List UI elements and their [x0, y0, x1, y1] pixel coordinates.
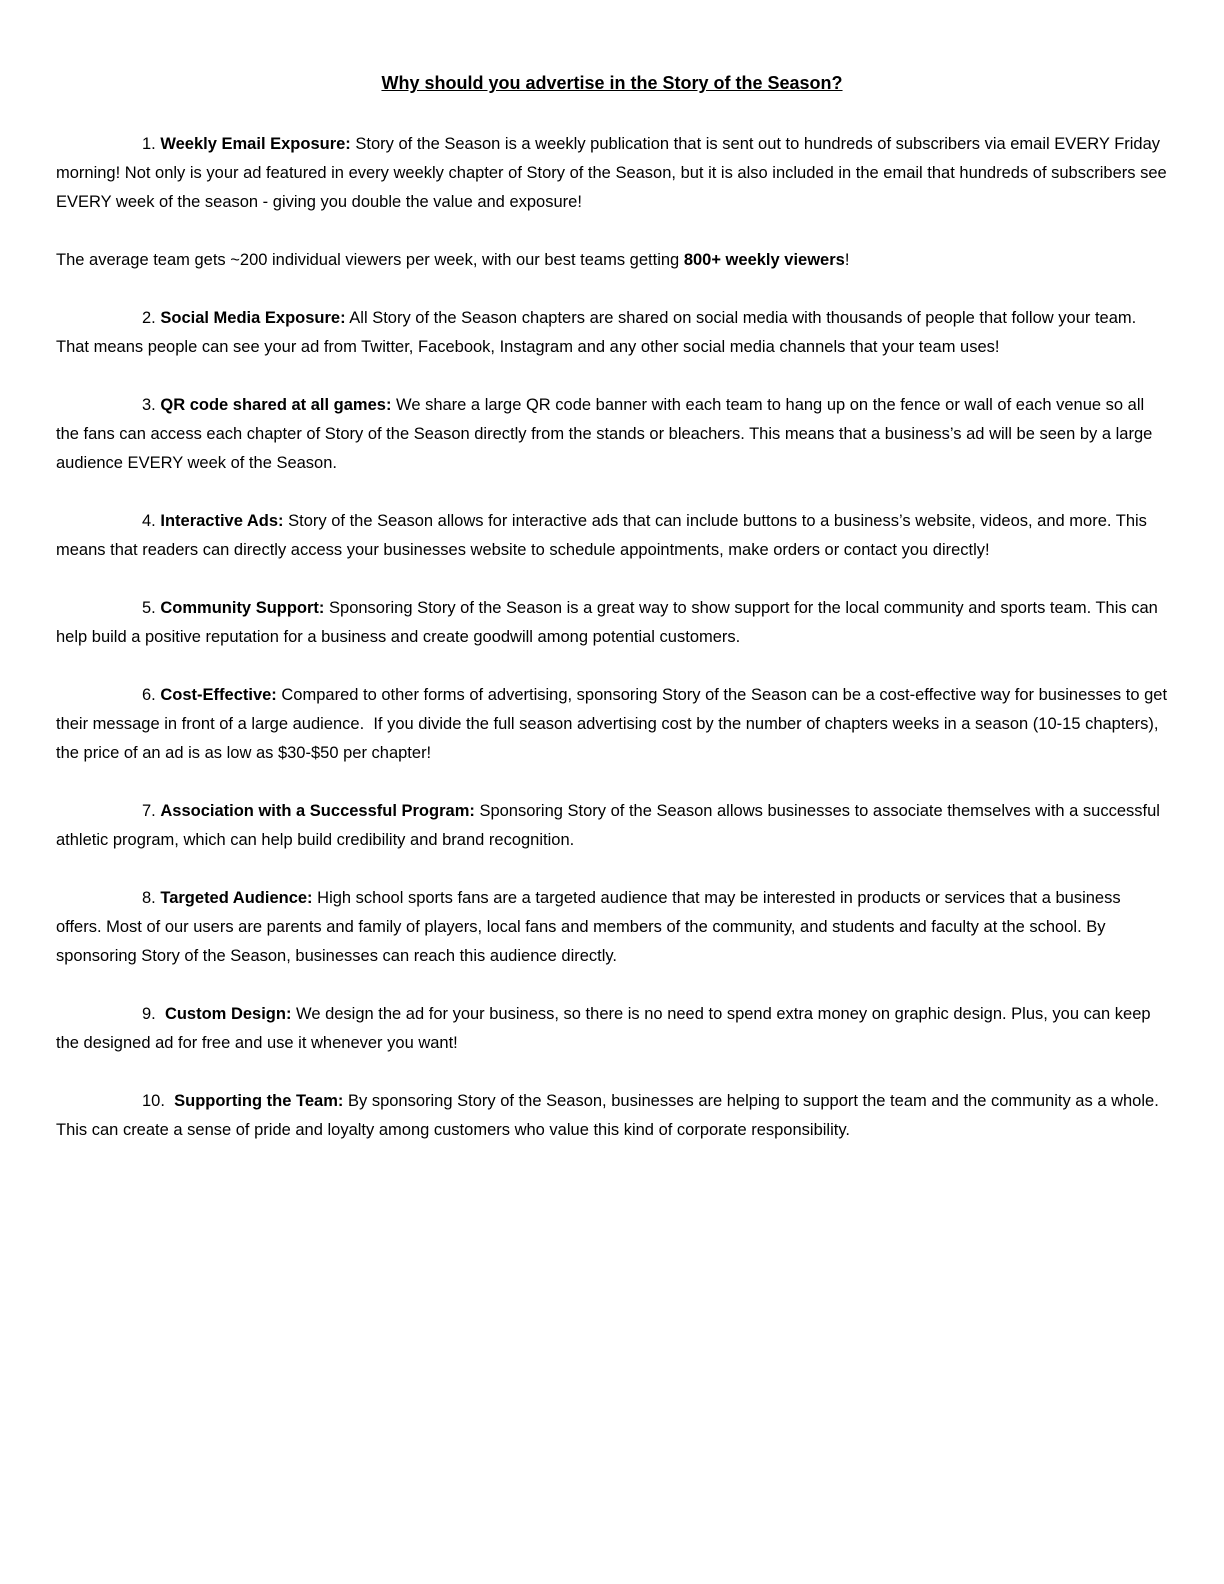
paragraph: [56, 246, 1168, 275]
bold-text-segment: Targeted Audience:: [160, 889, 313, 907]
bold-text-segment: Community Support:: [160, 599, 325, 617]
text-segment: 1.: [142, 135, 161, 153]
bold-text-segment: 800+ weekly viewers: [683, 251, 845, 269]
text-segment: The average team gets ~200 individual viewers per week, with our best teams getting: [56, 251, 684, 269]
text-segment: 3.: [142, 396, 161, 414]
paragraph: [56, 304, 1168, 362]
text-segment: Story of the Season allows for interactive ads that can include buttons to a business’s website, videos, and more. This means that readers can directly access your businesses website to schedule appointments, make orders or contact you directly!: [56, 512, 1147, 559]
text-segment: Story of the Season is a weekly publication that is sent out to hundreds of subscribers via email EVERY Friday morning! Not only is your ad featured in every weekly chapter of Story of the Season, but it is also included in the email that hundreds of subscribers see EVERY week of the season - giving you double the value and exposure!: [56, 135, 1167, 211]
text-segment: 6.: [142, 686, 161, 704]
text-segment: 4.: [142, 512, 161, 530]
paragraph: [56, 391, 1168, 478]
bold-text-segment: Interactive Ads:: [160, 512, 284, 530]
text-segment: 2.: [142, 309, 161, 327]
text-segment: By sponsoring Story of the Season, businesses are helping to support the team and the community as a whole. This can create a sense of pride and loyalty among customers who value this kind of corporate responsibility.: [56, 1092, 1159, 1139]
bold-text-segment: Custom Design:: [164, 1005, 292, 1023]
bold-text-segment: Cost-Effective:: [160, 686, 277, 704]
text-segment: !: [844, 251, 850, 269]
paragraph: [56, 1000, 1168, 1058]
bold-text-segment: Social Media Exposure:: [160, 309, 346, 327]
text-segment: 8.: [142, 889, 161, 907]
bold-text-segment: Association with a Successful Program:: [160, 802, 475, 820]
text-segment: Sponsoring Story of the Season allows businesses to associate themselves with a successful athletic program, which can help build credibility and brand recognition.: [56, 802, 1160, 849]
paragraph: [56, 507, 1168, 565]
text-segment: We share a large QR code banner with each team to hang up on the fence or wall of each venue so all the fans can access each chapter of Story of the Season directly from the stands or bleachers. This means that a business’s ad will be seen by a large audience EVERY week of the Season.: [56, 396, 1153, 472]
text-segment: 10.: [142, 1092, 175, 1110]
document-body: [56, 130, 1168, 1145]
document-title: Why should you advertise in the Story of the Season?: [381, 73, 843, 93]
text-segment: High school sports fans are a targeted audience that may be interested in products or services that a business offers. Most of our users are parents and family of players, local fans and members of the community, and students and faculty at the school. By sponsoring Story of the Season, businesses can reach this audience directly.: [56, 889, 1121, 965]
text-segment: 5.: [142, 599, 161, 617]
text-segment: 7.: [142, 802, 161, 820]
paragraph: [56, 130, 1168, 217]
paragraph: [56, 884, 1168, 971]
paragraph: [56, 681, 1168, 768]
bold-text-segment: Supporting the Team:: [174, 1092, 344, 1110]
text-segment: Sponsoring Story of the Season is a great way to show support for the local community and sports team. This can help build a positive reputation for a business and create goodwill among potential customers.: [56, 599, 1158, 646]
text-segment: All Story of the Season chapters are shared on social media with thousands of people that follow your team. That means people can see your ad from Twitter, Facebook, Instagram and any other social media channels that your team uses!: [56, 309, 1137, 356]
paragraph: [56, 1087, 1168, 1145]
bold-text-segment: QR code shared at all games:: [160, 396, 392, 414]
bold-text-segment: Weekly Email Exposure:: [160, 135, 351, 153]
paragraph: [56, 797, 1168, 855]
paragraph: [56, 594, 1168, 652]
text-segment: 9.: [142, 1005, 165, 1023]
text-segment: We design the ad for your business, so there is no need to spend extra money on graphic design. Plus, you can keep the designed ad for free and use it whenever you want!: [56, 1005, 1151, 1052]
text-segment: Compared to other forms of advertising, sponsoring Story of the Season can be a cost-effective way for businesses to get their message in front of a large audience. If you divide the full season advertising cost by the number of chapters weeks in a season (10-15 chapters), the price of an ad is as low as $30-$50 per chapter!: [56, 686, 1168, 762]
